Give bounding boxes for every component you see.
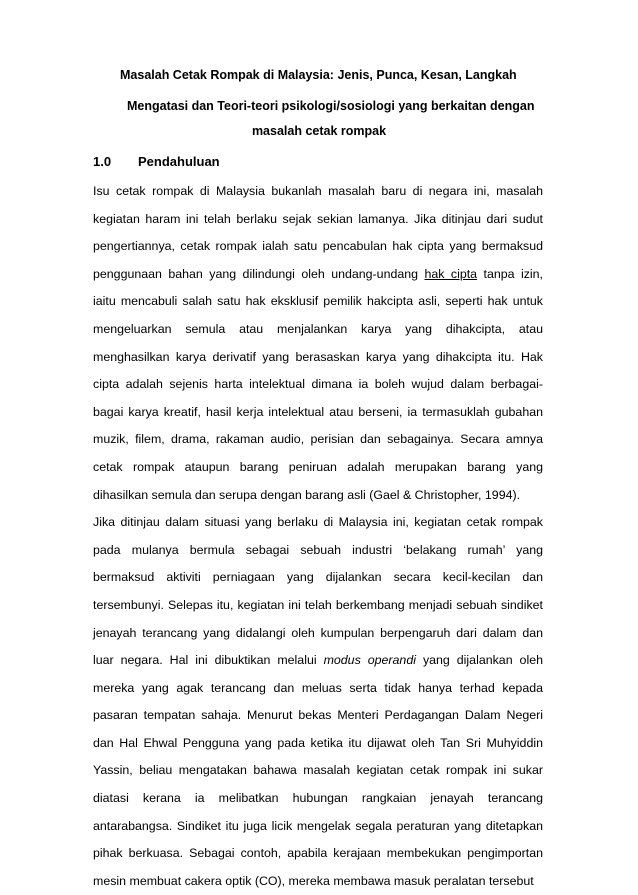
text-segment: tanpa izin, bbox=[477, 266, 543, 281]
text-line: iaitu mencabuli salah satu hak eksklusif pemilik hakcipta asli, seperti hak untuk bbox=[93, 294, 543, 309]
text-line: mengeluarkan semula atau menjalankan karya yang dihakcipta, atau bbox=[93, 321, 543, 336]
text-line: jenayah terancang yang didalangi oleh kumpulan berpengaruh dari dalam dan bbox=[93, 625, 543, 640]
text-segment: luar negara. Hal ini dibuktikan melalui bbox=[93, 653, 324, 668]
text-line: kegiatan haram ini telah berlaku sejak sekian lamanya. Jika ditinjau dari sudut bbox=[93, 211, 543, 226]
text-line: cetak rompak ataupun barang peniruan adalah merupakan barang yang bbox=[93, 459, 543, 474]
body-text bbox=[93, 178, 543, 895]
text-line: tersembunyi. Selepas itu, kegiatan ini telah berkembang menjadi sebuah sindiket bbox=[93, 597, 543, 612]
text-line: pengertiannya, cetak rompak ialah satu pencabulan hak cipta yang bermaksud bbox=[93, 239, 543, 254]
text-line: bagai karya kreatif, hasil kerja intelektual atau berseni, ia termasuklah gubahan bbox=[93, 404, 543, 419]
text-line: diatasi kerana ia melibatkan hubungan rangkaian jenayah terancang bbox=[93, 791, 543, 806]
text-line: bermaksud aktiviti perniagaan yang dijalankan secara kecil-kecilan dan bbox=[93, 570, 543, 585]
text-segment: penggunaan bahan yang dilindungi oleh undang-undang bbox=[93, 266, 425, 281]
text-line: cipta adalah sejenis harta intelektual dimana ia boleh wujud dalam berbagai- bbox=[93, 377, 543, 392]
text-line: Yassin, beliau mengatakan bahawa masalah kegiatan cetak rompak ini sukar bbox=[93, 763, 543, 778]
title-line-2: Mengatasi dan Teori-teori psikologi/sosiologi yang berkaitan dengan bbox=[127, 99, 535, 113]
title-line-3: masalah cetak rompak bbox=[251, 124, 387, 138]
title-line-1: Masalah Cetak Rompak di Malaysia: Jenis, Punca, Kesan, Langkah bbox=[120, 68, 517, 82]
text-line bbox=[93, 261, 543, 289]
text-line: pasaran tempatan sahaja. Menurut bekas Menteri Perdagangan Dalam Negeri bbox=[93, 708, 543, 723]
text-line: mesin membuat cakera optik (CO), mereka membawa masuk peralatan tersebut bbox=[93, 873, 534, 888]
text-line: Jika ditinjau dalam situasi yang berlaku di Malaysia ini, kegiatan cetak rompak bbox=[93, 515, 543, 530]
text-line: menghasilkan karya derivatif yang berasaskan karya yang dihakcipta itu. Hak bbox=[93, 349, 543, 364]
text-line: antarabangsa. Sindiket itu juga licik mengelak segala peraturan yang ditetapkan bbox=[93, 818, 543, 833]
text-line: dihasilkan semula dan serupa dengan barang asli (Gael & Christopher, 1994). bbox=[93, 487, 521, 502]
text-line: mereka yang agak terancang dan meluas serta tidak hanya terhad kepada bbox=[93, 680, 543, 695]
text-line: muzik, filem, drama, rakaman audio, perisian dan sebagainya. Secara amnya bbox=[93, 432, 543, 447]
section-title: Pendahuluan bbox=[138, 154, 220, 169]
italic-term: modus operandi bbox=[323, 653, 416, 668]
text-segment: yang dijalankan oleh bbox=[415, 653, 543, 668]
text-line bbox=[93, 647, 543, 675]
text-line: pihak berkuasa. Sebagai contoh, apabila kerajaan membekukan pengimportan bbox=[93, 846, 543, 861]
text-line: pada mulanya bermula sebagai sebuah industri ‘belakang rumah’ yang bbox=[93, 542, 543, 557]
text-line: dan Hal Ehwal Pengguna yang pada ketika itu dijawat oleh Tan Sri Muhyiddin bbox=[93, 735, 543, 750]
section-heading bbox=[93, 153, 220, 171]
text-line: Isu cetak rompak di Malaysia bukanlah masalah baru di negara ini, masalah bbox=[93, 184, 543, 198]
section-number: 1.0 bbox=[93, 154, 112, 169]
hak-cipta-link[interactable]: hak cipta bbox=[424, 266, 478, 281]
